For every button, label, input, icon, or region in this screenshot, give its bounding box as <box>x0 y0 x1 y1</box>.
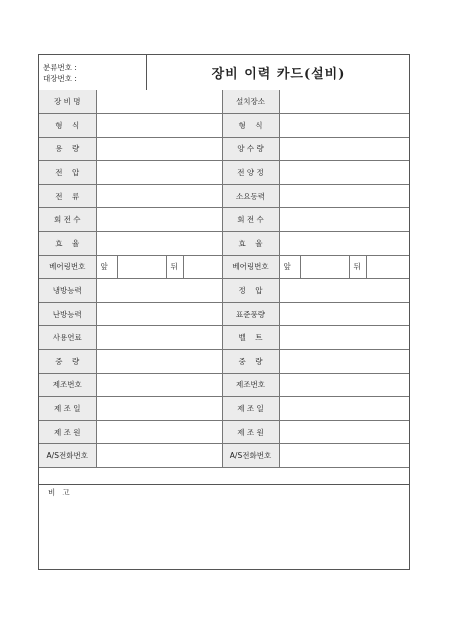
table-row <box>39 137 409 161</box>
left-field-label: 장 비 명 <box>39 90 96 114</box>
right-field-value[interactable] <box>279 184 409 208</box>
table-row <box>39 397 409 421</box>
spec-table <box>39 90 409 468</box>
bearing-front-label: 앞 <box>280 256 301 279</box>
right-field-value[interactable] <box>279 114 409 138</box>
left-field-label: 사용연료 <box>39 326 96 350</box>
right-field-value[interactable] <box>279 373 409 397</box>
right-field-value[interactable] <box>279 255 409 279</box>
left-field-value[interactable] <box>96 279 222 303</box>
remarks-label: 비 고 <box>48 488 70 497</box>
left-field-label: 전 압 <box>39 161 96 185</box>
right-field-label: 제조번호 <box>222 373 279 397</box>
right-field-label: 제 조 일 <box>222 397 279 421</box>
right-field-label: 중 량 <box>222 350 279 374</box>
table-row <box>39 326 409 350</box>
right-field-value[interactable] <box>279 232 409 256</box>
table-row <box>39 302 409 326</box>
right-field-label: 형 식 <box>222 114 279 138</box>
right-field-value[interactable] <box>279 302 409 326</box>
bearing-front-label: 앞 <box>97 256 118 279</box>
table-row <box>39 420 409 444</box>
bearing-back-label: 뒤 <box>167 256 184 279</box>
left-field-value[interactable] <box>96 444 222 468</box>
ledger-number-label: 대장번호 : <box>43 74 77 83</box>
left-field-label: 난방능력 <box>39 302 96 326</box>
bearing-front-value[interactable] <box>301 256 350 279</box>
right-field-label: 벨 트 <box>222 326 279 350</box>
number-fields <box>39 55 147 90</box>
left-field-value[interactable] <box>96 350 222 374</box>
right-field-value[interactable] <box>279 208 409 232</box>
right-field-value[interactable] <box>279 161 409 185</box>
right-field-label: 전 양 정 <box>222 161 279 185</box>
left-field-value[interactable] <box>96 255 222 279</box>
left-field-label: 제 조 원 <box>39 420 96 444</box>
right-field-label: 베어링번호 <box>222 255 279 279</box>
right-field-value[interactable] <box>279 444 409 468</box>
right-field-value[interactable] <box>279 279 409 303</box>
left-field-label: 베어링번호 <box>39 255 96 279</box>
remarks-section[interactable] <box>39 484 409 570</box>
left-field-value[interactable] <box>96 90 222 114</box>
table-row <box>39 208 409 232</box>
table-row <box>39 279 409 303</box>
left-field-value[interactable] <box>96 161 222 185</box>
bearing-front-value[interactable] <box>118 256 167 279</box>
right-field-label: 회 전 수 <box>222 208 279 232</box>
left-field-label: 냉방능력 <box>39 279 96 303</box>
left-field-label: 회 전 수 <box>39 208 96 232</box>
table-row <box>39 184 409 208</box>
left-field-label: A/S전화번호 <box>39 444 96 468</box>
left-field-value[interactable] <box>96 232 222 256</box>
right-field-value[interactable] <box>279 90 409 114</box>
table-row <box>39 255 409 279</box>
right-field-label: 정 압 <box>222 279 279 303</box>
table-row <box>39 350 409 374</box>
left-field-label: 제 조 일 <box>39 397 96 421</box>
right-field-value[interactable] <box>279 397 409 421</box>
left-field-label: 효 율 <box>39 232 96 256</box>
left-field-label: 제조번호 <box>39 373 96 397</box>
right-field-value[interactable] <box>279 326 409 350</box>
bearing-back-label: 뒤 <box>350 256 367 279</box>
right-field-label: 소요동력 <box>222 184 279 208</box>
table-row <box>39 114 409 138</box>
left-field-label: 전 류 <box>39 184 96 208</box>
left-field-value[interactable] <box>96 208 222 232</box>
card-title: 장비 이력 카드(설비) <box>211 67 346 82</box>
left-field-value[interactable] <box>96 184 222 208</box>
left-field-label: 용 량 <box>39 137 96 161</box>
equipment-history-card <box>38 54 410 570</box>
right-field-label: 제 조 원 <box>222 420 279 444</box>
right-field-label: 효 율 <box>222 232 279 256</box>
left-field-value[interactable] <box>96 326 222 350</box>
right-field-label: A/S전화번호 <box>222 444 279 468</box>
table-row <box>39 232 409 256</box>
left-field-value[interactable] <box>96 420 222 444</box>
left-field-value[interactable] <box>96 373 222 397</box>
left-field-value[interactable] <box>96 137 222 161</box>
classification-number-label: 분류번호 : <box>43 63 77 72</box>
left-field-value[interactable] <box>96 302 222 326</box>
right-field-label: 표준풍량 <box>222 302 279 326</box>
right-field-value[interactable] <box>279 350 409 374</box>
right-field-label: 설치장소 <box>222 90 279 114</box>
right-field-label: 양 수 량 <box>222 137 279 161</box>
table-row <box>39 90 409 114</box>
table-row <box>39 161 409 185</box>
card-header <box>39 55 409 91</box>
left-field-label: 형 식 <box>39 114 96 138</box>
left-field-label: 중 량 <box>39 350 96 374</box>
right-field-value[interactable] <box>279 420 409 444</box>
left-field-value[interactable] <box>96 114 222 138</box>
left-field-value[interactable] <box>96 397 222 421</box>
table-row <box>39 444 409 468</box>
right-field-value[interactable] <box>279 137 409 161</box>
table-row <box>39 373 409 397</box>
